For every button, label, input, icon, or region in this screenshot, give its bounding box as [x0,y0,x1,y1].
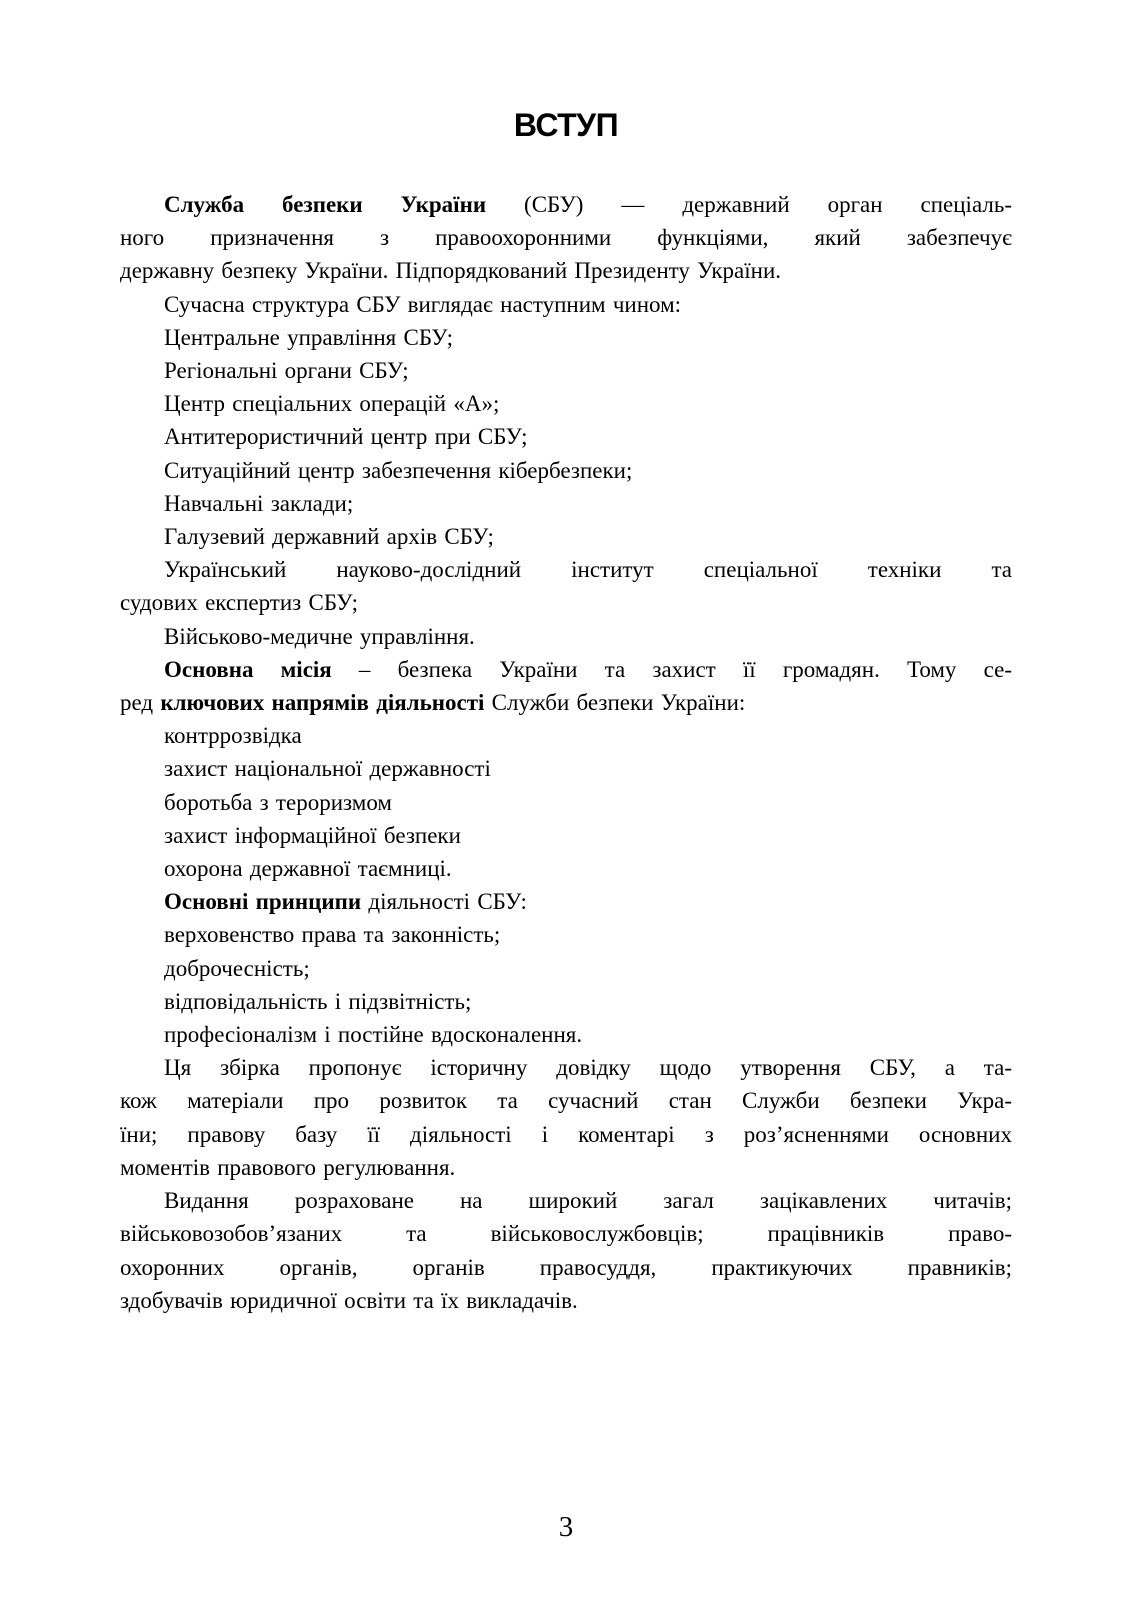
text-run: Сучасна структура СБУ виглядає наступним чином: [164,291,682,317]
paragraph-block [120,1051,1012,1184]
text-run: ного призначення з правоохоронними функціями, який забезпечує [120,225,1012,251]
text-line [120,985,1012,1018]
text-run: Центр спеціальних операцій «А»; [164,391,500,417]
text-line [120,553,1012,586]
text-run: Ситуаційний центр забезпечення кібербезпеки; [164,457,633,483]
bold-text-run: Основні принципи [164,889,362,915]
text-line [120,653,1012,686]
text-run: державну безпеку України. Підпорядкований Президенту України. [120,258,782,284]
text-line [120,454,1012,487]
text-run: захист національної державності [164,756,491,782]
text-line [120,1118,1012,1151]
text-run: відповідальність і підзвітність; [164,988,472,1014]
text-run: контррозвідка [164,723,302,749]
text-line [120,852,1012,885]
text-run: Антитерористичний центр при СБУ; [164,424,528,450]
text-run: – безпека України та захист її громадян. Тому се- [331,656,1012,682]
text-body [120,188,1012,1317]
text-run: моментів правового регулювання. [120,1154,456,1180]
text-run: Ця збірка пропонує історичну довідку щодо утворення СБУ, а та- [164,1055,1012,1081]
text-run: боротьба з тероризмом [164,789,392,815]
text-line [120,686,1012,719]
bold-text-run: ключових напрямів діяльності [160,690,485,716]
paragraph-block [120,188,1012,288]
text-line [120,1018,1012,1051]
text-line [120,885,1012,918]
text-run: верховенство права та законність; [164,922,501,948]
paragraph-block [120,1184,1012,1317]
text-line [120,586,1012,619]
text-run: Видання розраховане на широкий загал зацікавлених читачів; [164,1188,1012,1214]
text-run: Військово-медичне управління. [164,623,475,649]
text-line [120,221,1012,254]
text-run: охорона державної таємниці. [164,856,452,882]
text-run: Навчальні заклади; [164,490,354,516]
text-run: охоронних органів, органів правосуддя, практикуючих правників; [120,1254,1012,1280]
text-line [120,1184,1012,1217]
text-run: здобувачів юридичної освіти та їх викладачів. [120,1287,578,1313]
text-run: ред [120,690,161,716]
text-run: захист інформаційної безпеки [164,822,461,848]
text-line [120,520,1012,553]
text-line [120,786,1012,819]
text-run: їни; правову базу її діяльності і коментарі з роз’ясненнями основних [120,1121,1012,1147]
text-line [120,752,1012,785]
text-line [120,387,1012,420]
paragraph-block [120,620,1012,653]
text-run: судових експертиз СБУ; [120,590,359,616]
text-run: кож матеріали про розвиток та сучасний стан Служби безпеки Укра- [120,1088,1012,1114]
paragraph-block [120,288,1012,554]
text-line [120,354,1012,387]
text-run: професіоналізм і постійне вдосконалення. [164,1022,583,1048]
text-line [120,1051,1012,1084]
bold-text-run: Служба безпеки України [164,192,487,217]
text-line [120,188,1012,221]
paragraph-block [120,918,1012,1051]
paragraph-block [120,553,1012,619]
text-line [120,288,1012,321]
paragraph-block [120,885,1012,918]
text-line [120,1151,1012,1184]
page-number: 3 [558,1511,574,1543]
text-line [120,487,1012,520]
page-title: ВСТУП [513,107,619,143]
paragraph-block [120,719,1012,885]
text-line [120,1251,1012,1284]
text-line [120,819,1012,852]
text-line [120,918,1012,951]
text-line [120,719,1012,752]
text-run: Центральне управління СБУ; [164,324,454,350]
text-line [120,321,1012,354]
paragraph-block [120,653,1012,719]
text-line [120,952,1012,985]
text-run: (СБУ) — державний орган спеціаль- [486,192,1012,217]
text-run: діяльності СБУ: [361,889,527,915]
bold-text-run: Основна місія [164,656,332,682]
text-run: Служби безпеки України: [484,690,746,716]
text-line [120,420,1012,453]
text-run: Регіональні органи СБУ; [164,358,409,384]
text-run: Український науково-дослідний інститут спеціальної техніки та [164,557,1012,583]
text-line [120,1284,1012,1317]
text-run: військовозобов’язаних та військовослужбовців; працівників право- [120,1221,1012,1247]
text-line [120,1084,1012,1117]
text-line [120,254,1012,287]
text-line [120,1217,1012,1250]
text-run: Галузевий державний архів СБУ; [164,524,494,550]
text-line [120,620,1012,653]
text-run: доброчесність; [164,955,310,981]
